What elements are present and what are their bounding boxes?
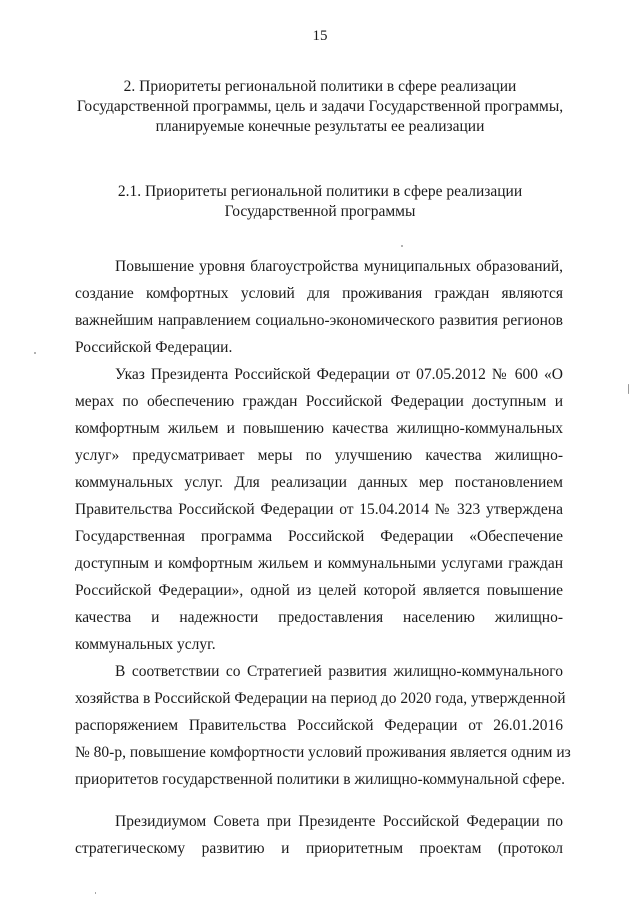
paragraph-line: услуг» предусматривает меры по улучшению качества жилищно- [75,447,563,464]
paragraph-line: важнейшим направлением социально-экономического развития регионов [75,312,563,329]
paragraph-line: качества и надежности предоставления населению жилищно- [75,609,563,626]
paragraph-line: коммунальных услуг. Для реализации данных мер постановлением [75,474,563,491]
heading-line: Государственной программы [224,203,416,220]
subsection-heading [70,182,570,222]
paragraph-line: Президиумом Совета при Президенте Российской Федерации по [115,813,563,830]
page-number: 15 [312,28,328,44]
paragraph-line: коммунальных услуг. [75,636,216,653]
paragraph-line: Государственная программа Российской Федерации «Обеспечение [75,528,563,545]
paragraph-line: приоритетов государственной политики в жилищно-коммунальной сфере. [75,771,566,788]
heading-line: Государственной программы, цель и задачи Государственной программы, [76,98,564,115]
paragraph-line: доступным и комфортным жильем и коммунальными услугами граждан [75,555,563,572]
scan-speck [95,892,96,894]
paragraph-line: Повышение уровня благоустройства муниципальных образований, [115,258,563,275]
heading-line: 2. Приоритеты региональной политики в сфере реализации [123,78,517,95]
paragraph-line: Правительства Российской Федерации от 15.04.2014 № 323 утверждена [75,501,563,518]
paragraph-line: стратегическому развитию и приоритетным проектам (протокол [75,840,563,857]
paragraph-line: создание комфортных условий для проживания граждан являются [75,285,563,302]
heading-line: 2.1. Приоритеты региональной политики в сфере реализации [117,183,523,200]
paragraph-line: Российской Федерации», одной из целей которой является повышение [75,582,563,599]
paragraph-line: мерах по обеспечению граждан Российской Федерации доступным и [75,393,563,410]
scan-speck [401,245,403,247]
paragraph-line: хозяйства в Российской Федерации на период до 2020 года, утвержденной [75,690,566,707]
paragraph-line: Указ Президента Российской Федерации от 07.05.2012 № 600 «О [115,366,563,383]
paragraph-line: № 80-р, повышение комфортности условий проживания является одним из [75,744,571,761]
section-heading [70,77,570,137]
paragraph-line: комфортным жильем и повышению качества жилищно-коммунальных [75,420,563,437]
paragraph-line: распоряжением Правительства Российской Федерации от 26.01.2016 [75,717,563,734]
scan-speck [34,352,36,354]
paragraph-line: Российской Федерации. [75,339,233,356]
scan-speck [628,384,629,394]
heading-line: планируемые конечные результаты ее реализации [155,118,485,135]
paragraph-line: В соответствии со Стратегией развития жилищно-коммунального [115,663,563,680]
